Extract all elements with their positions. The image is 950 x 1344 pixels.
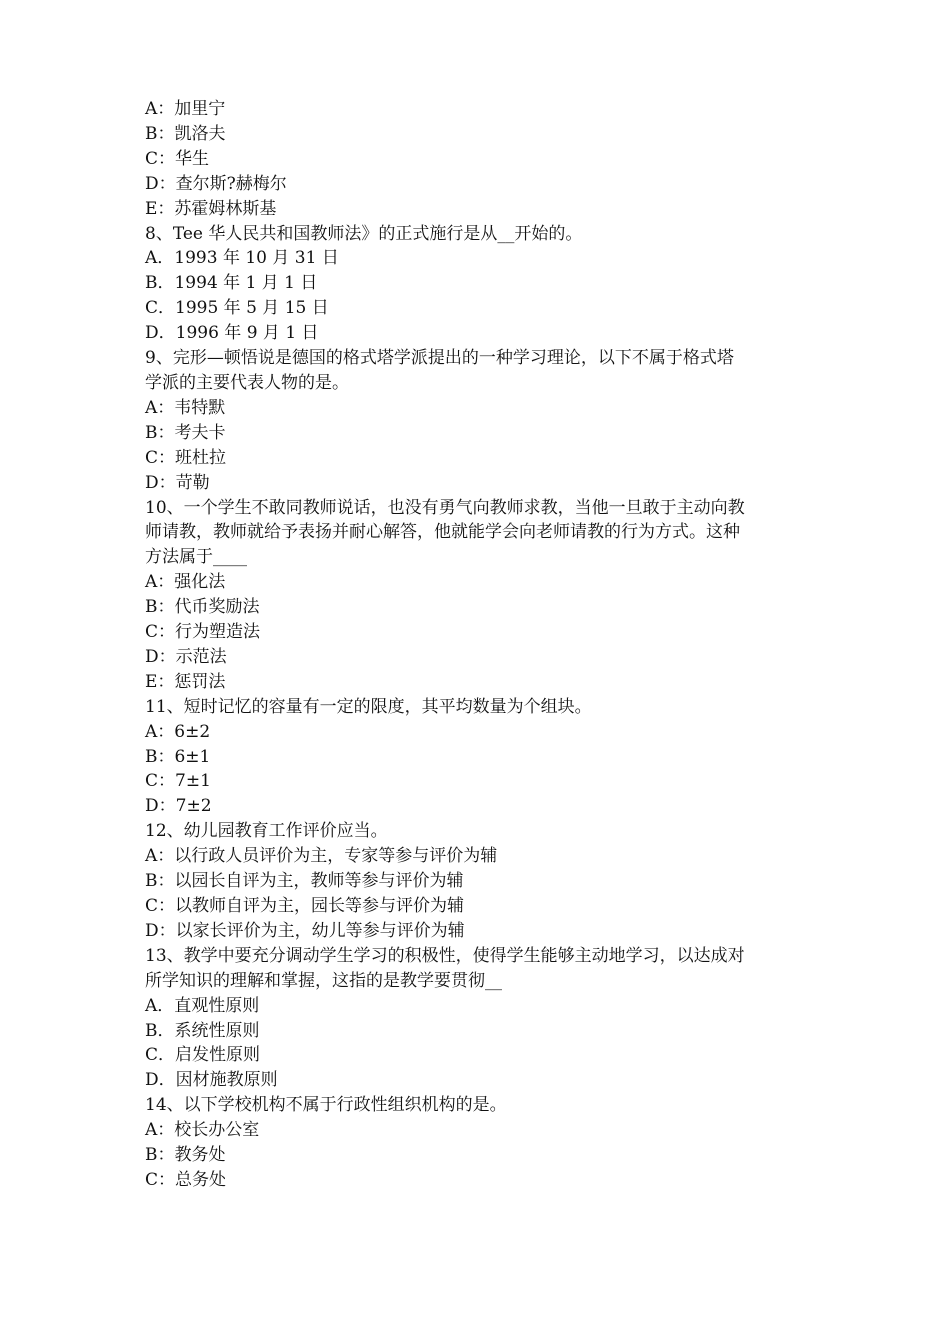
question-stem [145,496,815,571]
answer-option: B：考夫卡 [145,422,226,443]
answer-option: A：强化法 [145,572,226,593]
document-page [145,97,815,1193]
answer-option: C：行为塑造法 [145,622,261,643]
answer-option: A：校长办公室 [145,1120,260,1141]
answer-option: D．1996 年 9 月 1 日 [145,323,319,344]
question-stem [145,222,815,247]
answer-option: B．系统性原则 [145,1020,260,1041]
answer-option: D：以家长评价为主，幼儿等参与评价为辅 [145,920,465,941]
answer-option: C．1995 年 5 月 15 日 [145,298,329,319]
question-stem [145,819,815,844]
answer-option: A．直观性原则 [145,995,260,1016]
answer-option: C：华生 [145,148,210,169]
answer-option: E：惩罚法 [145,671,226,692]
answer-option: B：代币奖励法 [145,597,260,618]
question-line: 方法属于____ [145,547,247,568]
answer-option: C：班杜拉 [145,447,227,468]
question-line: 8、Tee 华人民共和国教师法》的正式施行是从__开始的。 [145,223,583,244]
question-line: 11、短时记忆的容量有一定的限度，其平均数量为个组块。 [145,696,592,717]
answer-option: D：查尔斯?赫梅尔 [145,173,287,194]
question-stem [145,1093,815,1118]
answer-option: C：7±1 [145,771,211,792]
answer-option: C．启发性原则 [145,1045,261,1066]
answer-option: D：7±2 [145,796,212,817]
answer-option: B：凯洛夫 [145,123,226,144]
question-line: 学派的主要代表人物的是。 [145,372,349,393]
answer-option: B：教务处 [145,1145,226,1166]
answer-option: B：6±1 [145,746,211,767]
question-line: 10、一个学生不敢同教师说话，也没有勇气向教师求教，当他一旦敢于主动向教 [145,497,745,518]
answer-option: A：6±2 [145,721,211,742]
answer-option: D：苛勒 [145,472,210,493]
answer-option: B．1994 年 1 月 1 日 [145,273,318,294]
question-line: 9、完形—顿悟说是德国的格式塔学派提出的一种学习理论，以下不属于格式塔 [145,348,734,369]
question-line: 所学知识的理解和掌握，这指的是教学要贯彻__ [145,970,502,991]
question-line: 师请教，教师就给予表扬并耐心解答，他就能学会向老师请教的行为方式。这种 [145,522,740,543]
answer-option: A．1993 年 10 月 31 日 [145,248,339,269]
answer-option: A：以行政人员评价为主，专家等参与评价为辅 [145,846,498,867]
answer-option: A：加里宁 [145,99,226,119]
answer-option: E：苏霍姆林斯基 [145,198,277,219]
answer-option: D．因材施教原则 [145,1070,278,1091]
answer-option: C：总务处 [145,1169,227,1190]
answer-option: C：以教师自评为主，园长等参与评价为辅 [145,896,465,916]
question-stem [145,944,815,994]
question-stem [145,346,815,396]
question-line: 14、以下学校机构不属于行政性组织机构的是。 [145,1095,507,1116]
answer-option: A：韦特默 [145,397,226,418]
answer-option: D：示范法 [145,646,227,667]
question-stem [145,695,815,720]
question-line: 13、教学中要充分调动学生学习的积极性，使得学生能够主动地学习，以达成对 [145,945,745,966]
question-line: 12、幼儿园教育工作评价应当。 [145,821,388,842]
answer-option: B：以园长自评为主，教师等参与评价为辅 [145,871,464,892]
